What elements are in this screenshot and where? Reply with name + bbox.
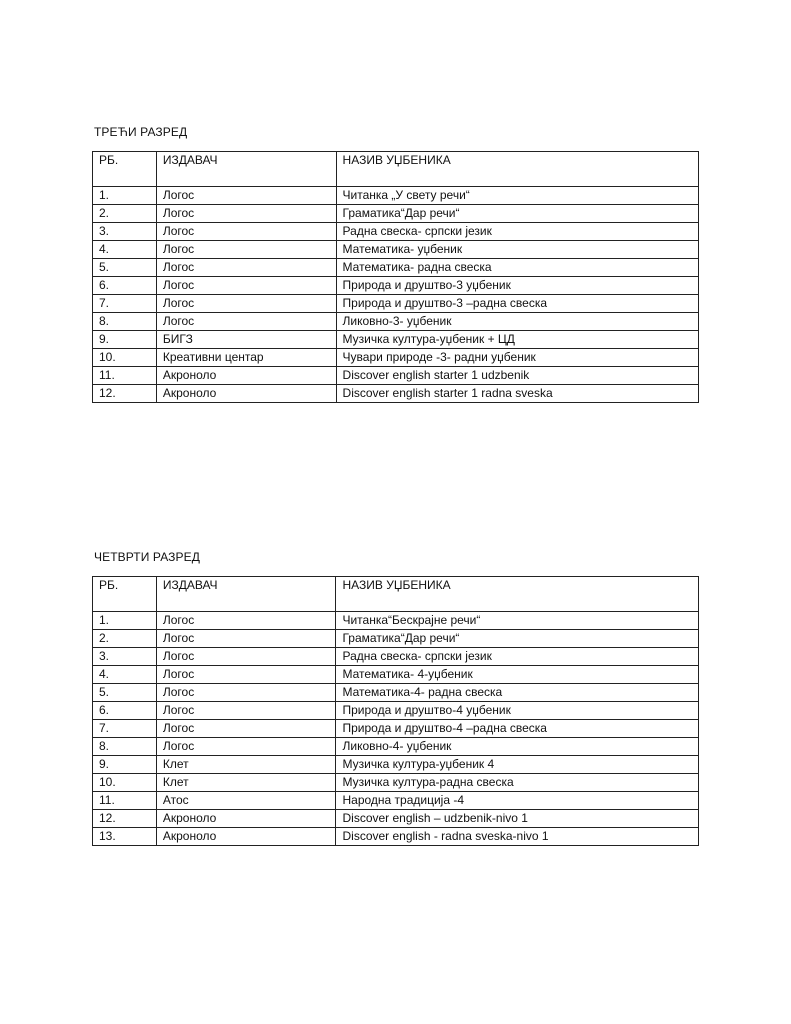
row-number-cell: 3. xyxy=(93,648,157,666)
row-publisher-cell: Логос xyxy=(156,738,336,756)
row-textbook-name-cell: Читанка“Бескрајне речи“ xyxy=(336,612,699,630)
row-publisher-cell: Логос xyxy=(156,612,336,630)
row-publisher-cell: Логос xyxy=(156,313,336,331)
row-textbook-name-cell: Природа и друштво-3 уџбеник xyxy=(336,277,698,295)
table-header-row xyxy=(93,577,699,612)
row-number-cell: 1. xyxy=(93,187,157,205)
row-number-cell: 6. xyxy=(93,277,157,295)
row-textbook-name-cell: Музичка култура-радна свеска xyxy=(336,774,699,792)
table-row xyxy=(93,684,699,702)
table-row xyxy=(93,349,699,367)
row-publisher-cell: Атос xyxy=(156,792,336,810)
row-number-cell: 11. xyxy=(93,367,157,385)
row-number-cell: 5. xyxy=(93,259,157,277)
table-row xyxy=(93,720,699,738)
row-textbook-name-cell: Математика- 4-уџбеник xyxy=(336,666,699,684)
row-publisher-cell: Логос xyxy=(156,187,336,205)
row-publisher-cell: Акроноло xyxy=(156,810,336,828)
row-number-cell: 11. xyxy=(93,792,157,810)
row-publisher-cell: Клет xyxy=(156,774,336,792)
row-textbook-name-cell: Природа и друштво-4 уџбеник xyxy=(336,702,699,720)
table-row xyxy=(93,205,699,223)
row-number-cell: 10. xyxy=(93,349,157,367)
row-publisher-cell: Логос xyxy=(156,720,336,738)
row-number-cell: 2. xyxy=(93,205,157,223)
row-textbook-name-cell: Музичка култура-уџбеник + ЦД xyxy=(336,331,698,349)
section-title-third-grade: ТРЕЋИ РАЗРЕД xyxy=(94,125,188,139)
row-number-cell: 7. xyxy=(93,720,157,738)
table-row xyxy=(93,666,699,684)
row-publisher-cell: Логос xyxy=(156,666,336,684)
header-number: РБ. xyxy=(93,577,157,612)
row-publisher-cell: Логос xyxy=(156,295,336,313)
row-publisher-cell: БИГЗ xyxy=(156,331,336,349)
table-row xyxy=(93,756,699,774)
textbook-table-fourth-grade xyxy=(92,576,699,846)
table-row xyxy=(93,612,699,630)
row-publisher-cell: Логос xyxy=(156,205,336,223)
row-textbook-name-cell: Discover english – udzbenik-nivo 1 xyxy=(336,810,699,828)
row-textbook-name-cell: Музичка култура-уџбеник 4 xyxy=(336,756,699,774)
row-textbook-name-cell: Discover english starter 1 udzbenik xyxy=(336,367,698,385)
row-textbook-name-cell: Математика- радна свеска xyxy=(336,259,698,277)
row-number-cell: 5. xyxy=(93,684,157,702)
row-textbook-name-cell: Discover english - radna sveska-nivo 1 xyxy=(336,828,699,846)
row-textbook-name-cell: Математика- уџбеник xyxy=(336,241,698,259)
table-row xyxy=(93,241,699,259)
row-publisher-cell: Логос xyxy=(156,241,336,259)
table-row xyxy=(93,792,699,810)
row-publisher-cell: Логос xyxy=(156,277,336,295)
table-row xyxy=(93,331,699,349)
row-publisher-cell: Акроноло xyxy=(156,385,336,403)
header-publisher: ИЗДАВАЧ xyxy=(156,152,336,187)
row-number-cell: 8. xyxy=(93,738,157,756)
table-row xyxy=(93,295,699,313)
row-textbook-name-cell: Ликовно-3- уџбеник xyxy=(336,313,698,331)
section-title-fourth-grade: ЧЕТВРТИ РАЗРЕД xyxy=(94,550,200,564)
row-number-cell: 12. xyxy=(93,385,157,403)
row-textbook-name-cell: Радна свеска- српски језик xyxy=(336,648,699,666)
row-number-cell: 2. xyxy=(93,630,157,648)
row-number-cell: 10. xyxy=(93,774,157,792)
row-number-cell: 13. xyxy=(93,828,157,846)
table-row xyxy=(93,774,699,792)
row-publisher-cell: Логос xyxy=(156,630,336,648)
table-header-row xyxy=(93,152,699,187)
table-row xyxy=(93,313,699,331)
row-publisher-cell: Логос xyxy=(156,223,336,241)
table-body xyxy=(93,187,699,403)
table-row xyxy=(93,385,699,403)
row-publisher-cell: Креативни центар xyxy=(156,349,336,367)
row-number-cell: 8. xyxy=(93,313,157,331)
row-textbook-name-cell: Чувари природе -3- радни уџбеник xyxy=(336,349,698,367)
row-publisher-cell: Логос xyxy=(156,684,336,702)
row-number-cell: 4. xyxy=(93,241,157,259)
table-row xyxy=(93,828,699,846)
row-textbook-name-cell: Природа и друштво-3 –радна свеска xyxy=(336,295,698,313)
row-publisher-cell: Клет xyxy=(156,756,336,774)
row-textbook-name-cell: Граматика“Дар речи“ xyxy=(336,205,698,223)
row-number-cell: 9. xyxy=(93,756,157,774)
row-textbook-name-cell: Граматика“Дар речи“ xyxy=(336,630,699,648)
row-publisher-cell: Акроноло xyxy=(156,828,336,846)
row-textbook-name-cell: Ликовно-4- уџбеник xyxy=(336,738,699,756)
header-publisher: ИЗДАВАЧ xyxy=(156,577,336,612)
table-row xyxy=(93,810,699,828)
textbook-table-third-grade xyxy=(92,151,699,403)
row-number-cell: 4. xyxy=(93,666,157,684)
row-publisher-cell: Логос xyxy=(156,648,336,666)
table-row xyxy=(93,187,699,205)
table-row xyxy=(93,367,699,385)
row-textbook-name-cell: Радна свеска- српски језик xyxy=(336,223,698,241)
table-body xyxy=(93,612,699,846)
row-number-cell: 7. xyxy=(93,295,157,313)
table-row xyxy=(93,259,699,277)
table-row xyxy=(93,223,699,241)
table-row xyxy=(93,738,699,756)
row-textbook-name-cell: Discover english starter 1 radna sveska xyxy=(336,385,698,403)
table-row xyxy=(93,648,699,666)
row-textbook-name-cell: Математика-4- радна свеска xyxy=(336,684,699,702)
header-textbook-name: НАЗИВ УЏБЕНИКА xyxy=(336,577,699,612)
row-number-cell: 12. xyxy=(93,810,157,828)
table-row xyxy=(93,702,699,720)
row-publisher-cell: Логос xyxy=(156,702,336,720)
row-publisher-cell: Акроноло xyxy=(156,367,336,385)
row-number-cell: 6. xyxy=(93,702,157,720)
table-row xyxy=(93,277,699,295)
row-textbook-name-cell: Читанка „У свету речи“ xyxy=(336,187,698,205)
row-number-cell: 1. xyxy=(93,612,157,630)
table-row xyxy=(93,630,699,648)
row-number-cell: 9. xyxy=(93,331,157,349)
row-publisher-cell: Логос xyxy=(156,259,336,277)
header-textbook-name: НАЗИВ УЏБЕНИКА xyxy=(336,152,698,187)
header-number: РБ. xyxy=(93,152,157,187)
row-number-cell: 3. xyxy=(93,223,157,241)
row-textbook-name-cell: Народна традиција -4 xyxy=(336,792,699,810)
row-textbook-name-cell: Природа и друштво-4 –радна свеска xyxy=(336,720,699,738)
